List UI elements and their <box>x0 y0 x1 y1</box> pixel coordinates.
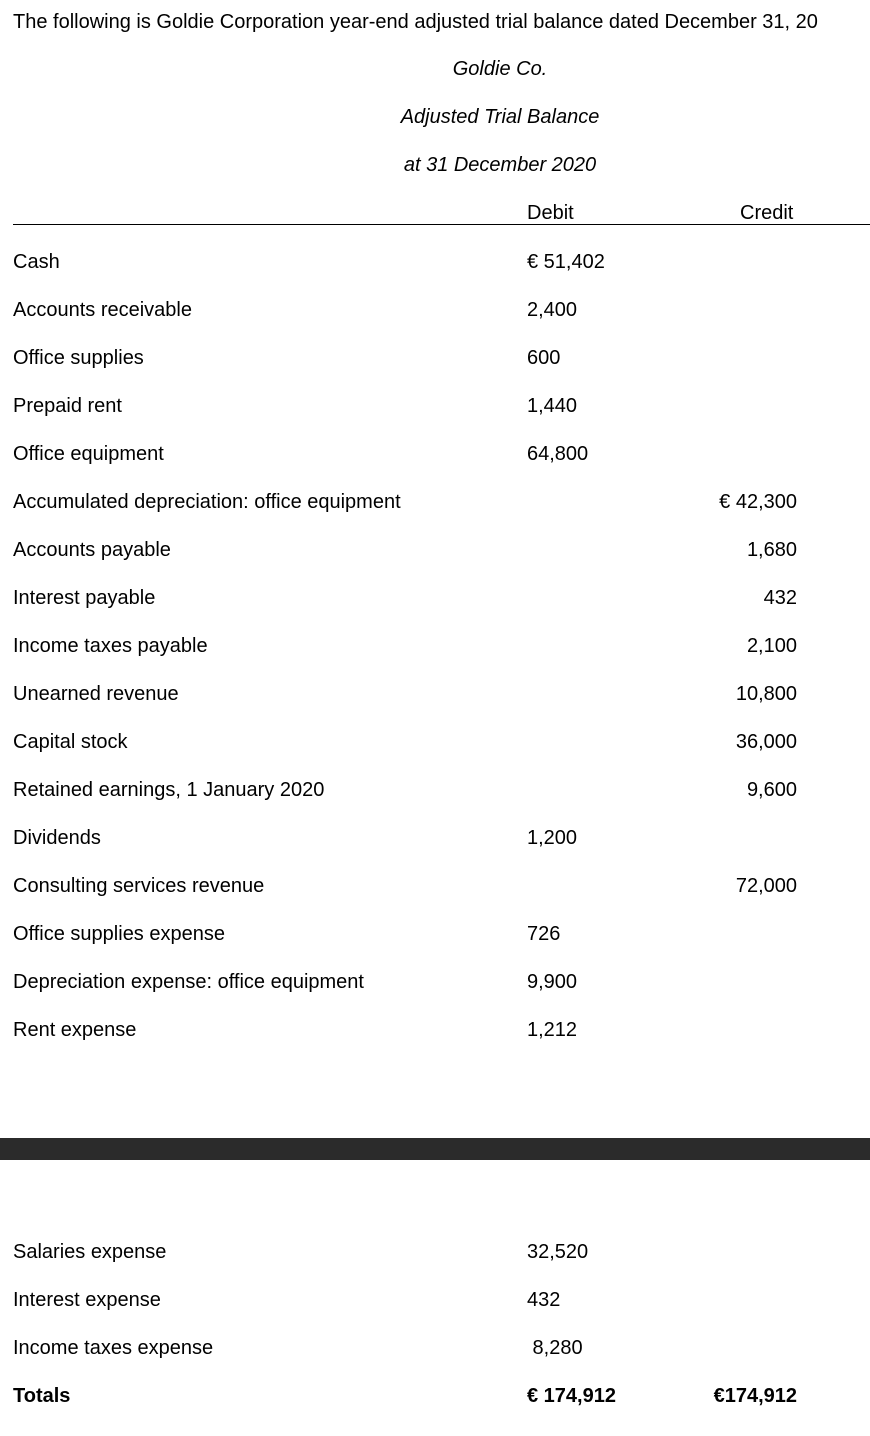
table-row <box>0 631 870 661</box>
table-row <box>0 487 870 517</box>
page-divider-band <box>0 1138 870 1160</box>
account-name: Cash <box>13 251 60 273</box>
debit-amount: 1,440 <box>527 395 578 417</box>
account-name: Office supplies <box>13 347 144 369</box>
debit-amount: 432 <box>527 1289 561 1311</box>
account-name: Consulting services revenue <box>13 875 265 897</box>
debit-amount: 32,520 <box>527 1241 589 1263</box>
debit-amount: 64,800 <box>527 443 589 465</box>
credit-amount: 72,000 <box>735 875 797 897</box>
credit-amount: 36,000 <box>735 731 797 753</box>
table-row <box>0 967 870 997</box>
account-name: Office equipment <box>13 443 164 465</box>
debit-amount: 1,212 <box>527 1019 578 1041</box>
account-name: Depreciation expense: office equipment <box>13 971 364 993</box>
intro-text: The following is Goldie Corporation year-end adjusted trial balance dated December 31, 20 <box>13 11 818 33</box>
total-credit: €174,912 <box>713 1385 797 1407</box>
account-name: Accounts receivable <box>13 299 192 321</box>
debit-amount: € 51,402 <box>527 251 605 273</box>
table-row <box>0 1333 870 1363</box>
account-name: Income taxes payable <box>13 635 208 657</box>
totals-label: Totals <box>13 1385 71 1407</box>
debit-amount: 600 <box>527 347 561 369</box>
table-row <box>0 1237 870 1267</box>
table-row <box>0 775 870 805</box>
table-row <box>0 535 870 565</box>
credit-amount: € 42,300 <box>719 491 797 513</box>
credit-amount: 432 <box>763 587 797 609</box>
debit-amount: 9,900 <box>527 971 578 993</box>
table-row <box>0 295 870 325</box>
account-name: Interest expense <box>13 1289 161 1311</box>
totals-row <box>0 1381 870 1411</box>
account-name: Unearned revenue <box>13 683 179 705</box>
report-date-text: at 31 December 2020 <box>403 154 597 176</box>
table-row <box>0 823 870 853</box>
account-name: Interest payable <box>13 587 156 609</box>
table-row <box>0 871 870 901</box>
debit-amount: 1,200 <box>527 827 578 849</box>
table-row <box>0 583 870 613</box>
credit-amount: 1,680 <box>746 539 797 561</box>
debit-amount: 726 <box>527 923 561 945</box>
debit-column-header: Debit <box>527 202 574 224</box>
debit-amount: 2,400 <box>527 299 578 321</box>
table-row <box>0 727 870 757</box>
table-row <box>0 439 870 469</box>
table-row <box>0 1015 870 1045</box>
credit-amount: 2,100 <box>746 635 797 657</box>
account-name: Rent expense <box>13 1019 137 1041</box>
account-name: Income taxes expense <box>13 1337 214 1359</box>
report-title <box>0 104 870 130</box>
company-name-text: Goldie Co. <box>452 58 548 80</box>
account-name: Retained earnings, 1 January 2020 <box>13 779 325 801</box>
debit-amount: 8,280 <box>527 1337 583 1359</box>
table-row <box>0 343 870 373</box>
table-row <box>0 247 870 277</box>
table-row <box>0 919 870 949</box>
account-name: Accounts payable <box>13 539 171 561</box>
account-name: Dividends <box>13 827 101 849</box>
account-name: Office supplies expense <box>13 923 225 945</box>
report-title-text: Adjusted Trial Balance <box>400 106 600 128</box>
company-name <box>0 56 870 82</box>
credit-column-header: Credit <box>740 202 794 224</box>
total-debit: € 174,912 <box>527 1385 616 1407</box>
header-rule <box>13 224 870 225</box>
account-name: Accumulated depreciation: office equipment <box>13 491 401 513</box>
account-name: Salaries expense <box>13 1241 167 1263</box>
table-row <box>0 391 870 421</box>
table-row <box>0 679 870 709</box>
account-name: Prepaid rent <box>13 395 122 417</box>
table-row <box>0 1285 870 1315</box>
credit-amount: 9,600 <box>746 779 797 801</box>
report-date <box>0 152 870 178</box>
credit-amount: 10,800 <box>735 683 797 705</box>
account-name: Capital stock <box>13 731 128 753</box>
